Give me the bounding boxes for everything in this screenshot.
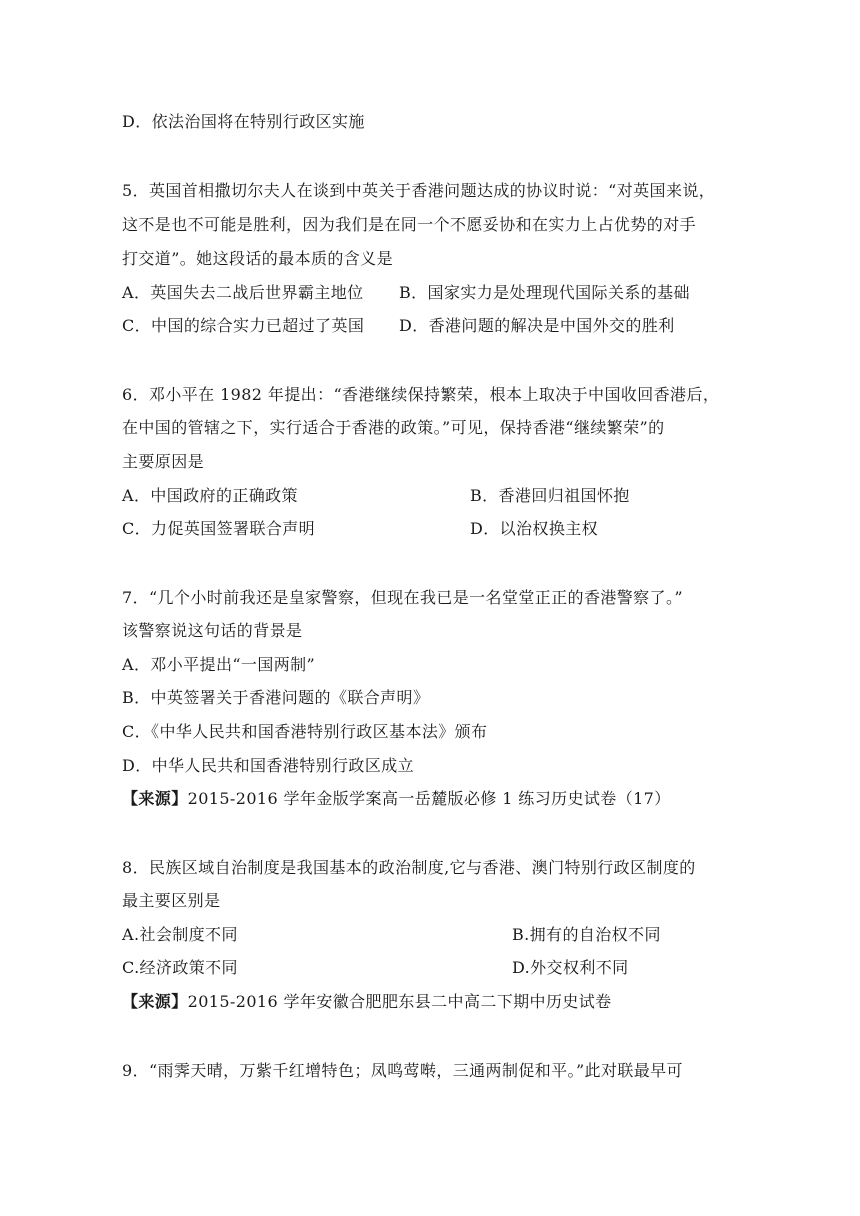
q8-stem-line-2: 最主要区别是 (122, 891, 221, 910)
source-tag: 【来源】 (122, 992, 188, 1011)
q5-option-d: D．香港问题的解决是中国外交的胜利 (399, 316, 675, 335)
q5-stem-line-1: 5．英国首相撒切尔夫人在谈到中英关于香港问题达成的协议时说：“对英国来说， (122, 181, 716, 200)
q7-stem-line-1: 7．“几个小时前我还是皇家警察，但现在我已是一名堂堂正正的香港警察了。” (122, 588, 683, 607)
q4-option-d: D．依法治国将在特别行政区实施 (122, 112, 365, 131)
q5-option-a: A．英国失去二战后世界霸主地位 (122, 283, 364, 302)
q5-option-c: C．中国的综合实力已超过了英国 (122, 316, 365, 335)
q7-option-a: A．邓小平提出“一国两制” (122, 655, 316, 674)
q5-option-b: B．国家实力是处理现代国际关系的基础 (399, 283, 690, 302)
q8-option-b: B.拥有的自治权不同 (512, 925, 661, 944)
q7-option-b: B．中英签署关于香港问题的《联合声明》 (122, 688, 430, 707)
q6-stem-line-2: 在中国的管辖之下，实行适合于香港的政策。”可见，保持香港“继续繁荣”的 (122, 418, 665, 437)
q8-option-c: C.经济政策不同 (122, 958, 238, 977)
q8-source (122, 992, 612, 1012)
q5-stem-line-3: 打交道”。她这段话的最本质的含义是 (122, 249, 393, 268)
q7-option-c: C．《中华人民共和国香港特别行政区基本法》颁布 (122, 722, 488, 741)
q6-option-a: A．中国政府的正确政策 (122, 486, 298, 505)
q6-stem-line-1: 6．邓小平在 1982 年提出：“香港继续保持繁荣，根本上取决于中国收回香港后， (122, 385, 720, 404)
q5-stem-line-2: 这不是也不可能是胜利，因为我们是在同一个不愿妥协和在实力上占优势的对手 (122, 215, 697, 234)
q9-stem-line-1: 9．“雨霁天晴，万紫千红增特色；凤鸣莺啭，三通两制促和平。”此对联最早可 (122, 1061, 683, 1080)
q6-option-c: C．力促英国签署联合声明 (122, 519, 316, 538)
q6-option-b: B．香港回归祖国怀抱 (470, 486, 630, 505)
q8-stem-line-1: 8．民族区域自治制度是我国基本的政治制度,它与香港、澳门特别行政区制度的 (122, 858, 696, 877)
q8-option-a: A.社会制度不同 (122, 925, 238, 944)
q7-source (122, 789, 671, 809)
q7-stem-line-2: 该警察说这句话的背景是 (122, 621, 303, 640)
q7-option-d: D．中华人民共和国香港特别行政区成立 (122, 756, 415, 775)
q8-option-d: D.外交权利不同 (512, 958, 629, 977)
source-tag: 【来源】 (122, 789, 188, 808)
source-text: 2015-2016 学年安徽合肥肥东县二中高二下期中历史试卷 (187, 992, 612, 1011)
source-text: 2015-2016 学年金版学案高一岳麓版必修 1 练习历史试卷（17） (187, 789, 671, 808)
q6-option-d: D．以治权换主权 (470, 519, 599, 538)
q6-stem-line-3: 主要原因是 (122, 452, 205, 471)
